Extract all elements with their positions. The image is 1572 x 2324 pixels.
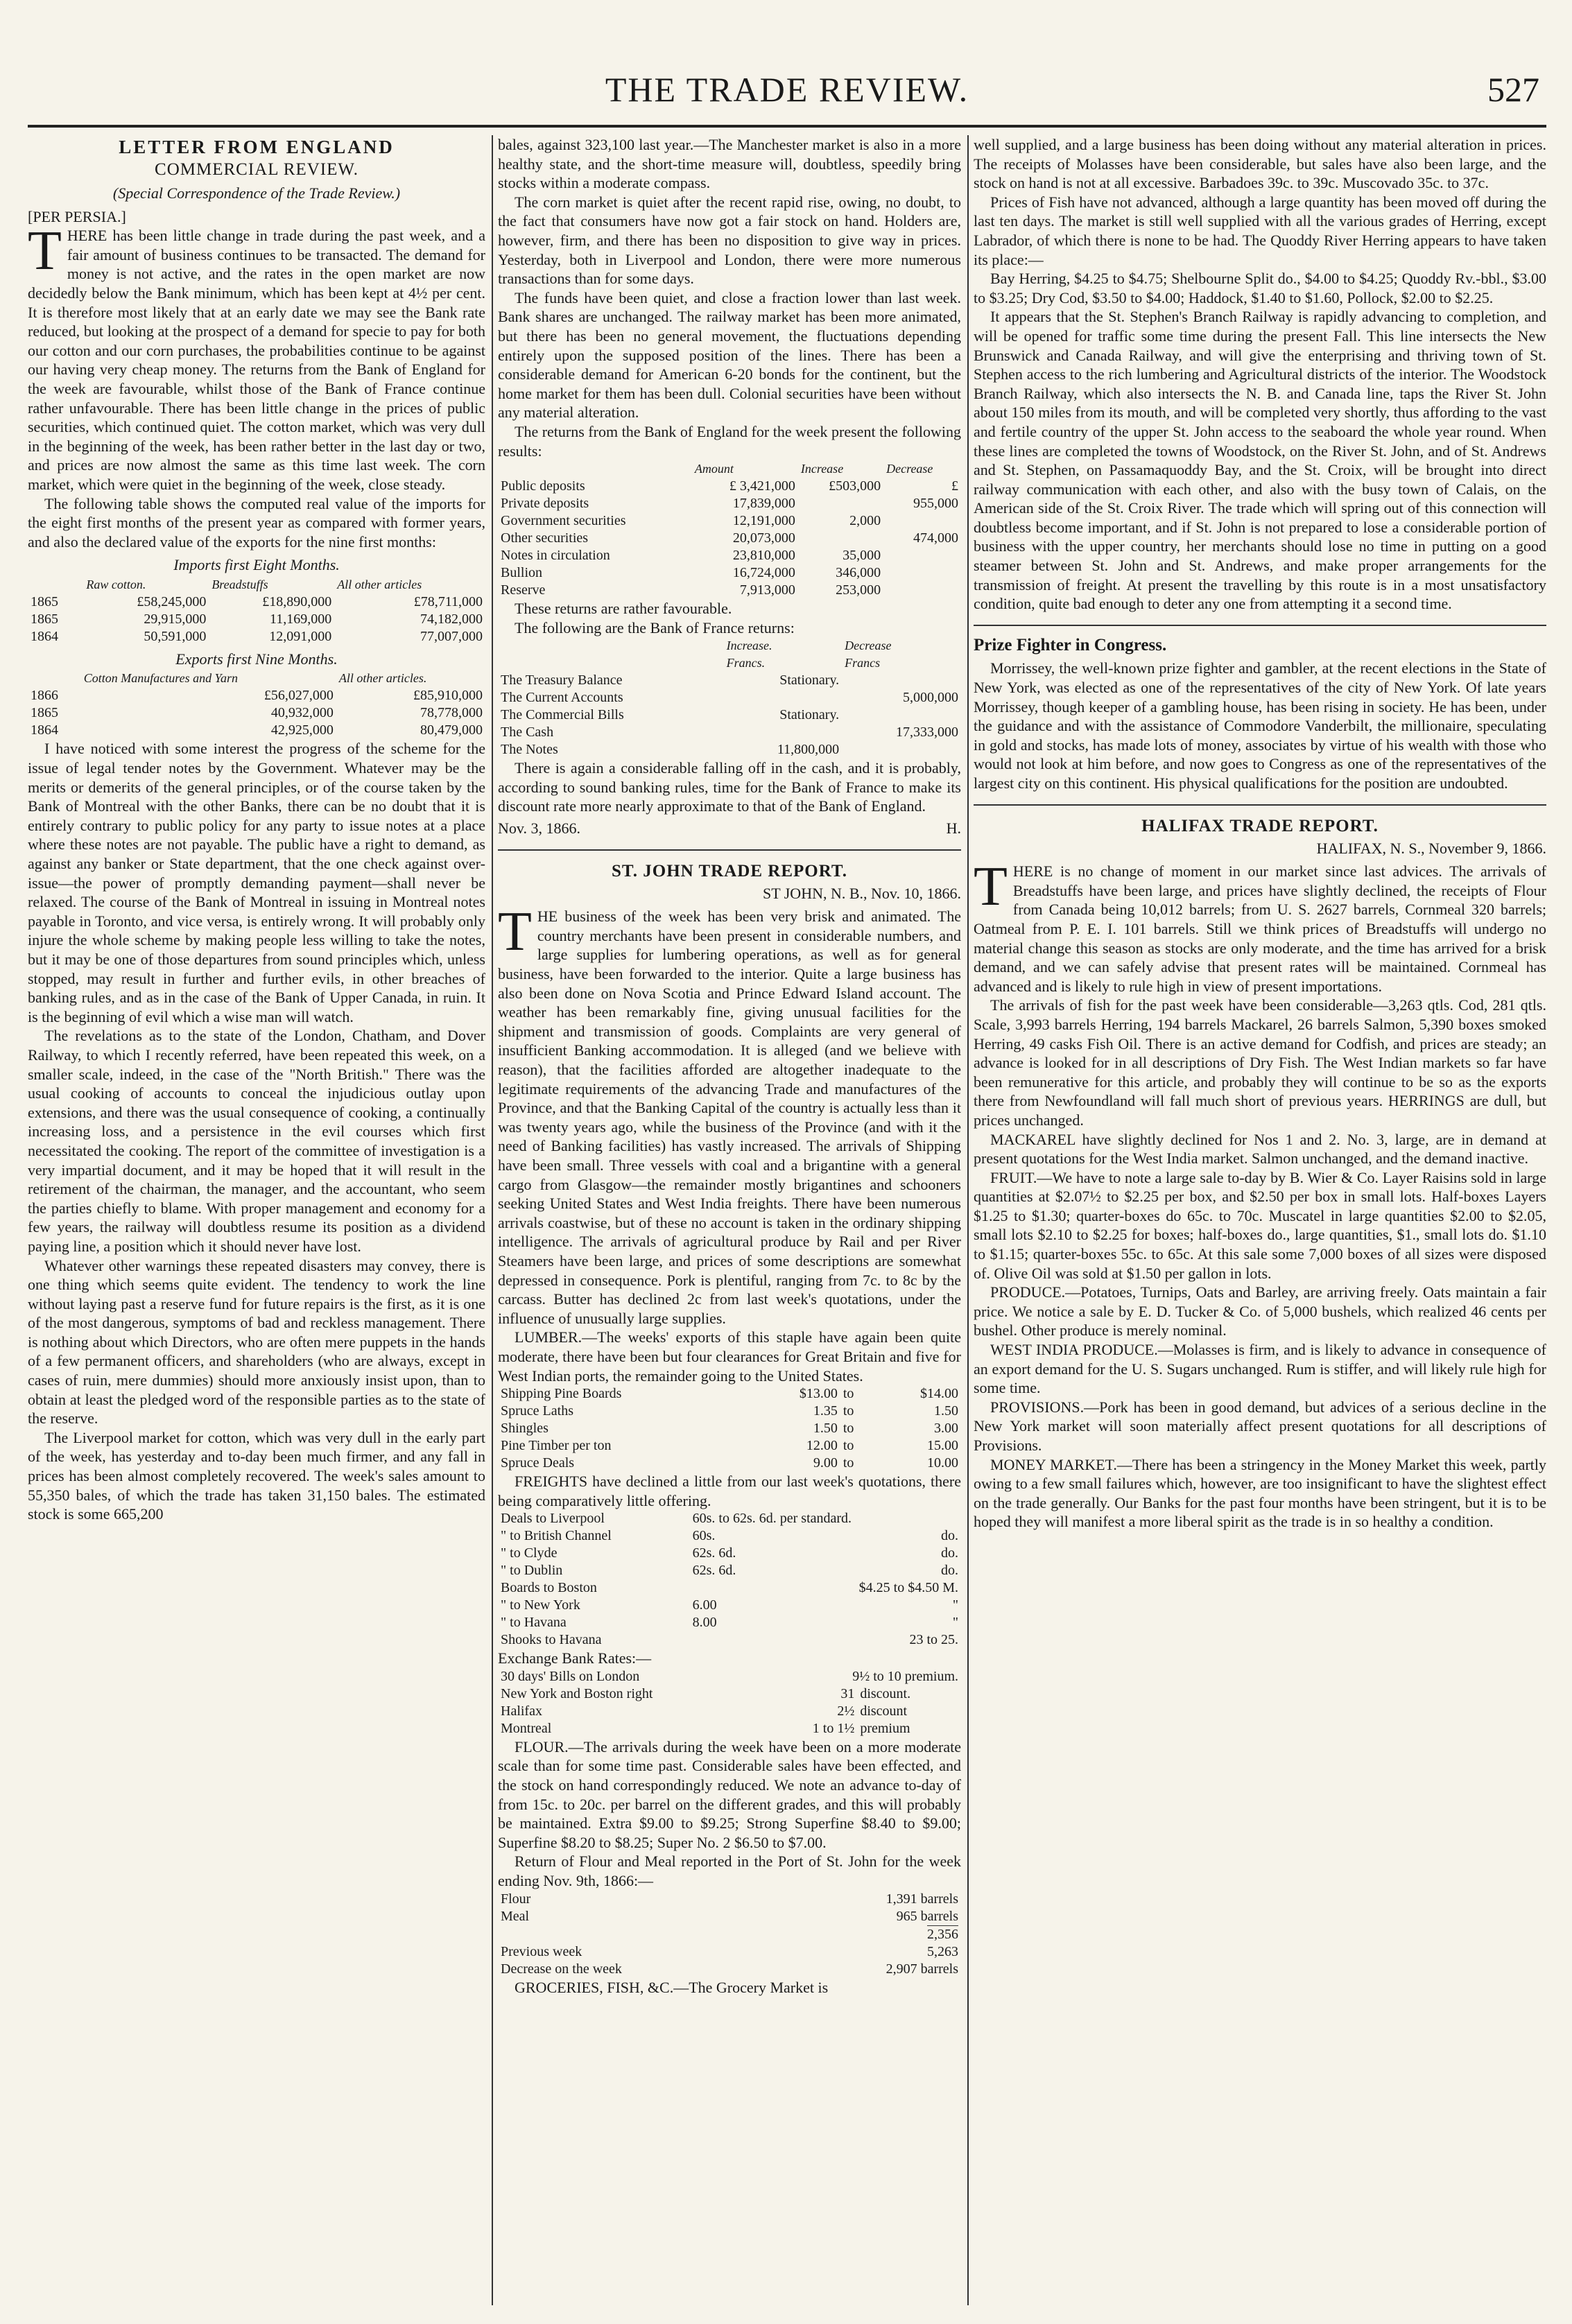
groceries-paragraph: GROCERIES, FISH, &C.—The Grocery Market is: [515, 1978, 829, 1996]
table-cell: 1864: [31, 722, 58, 738]
flour-meal-returns-table: [498, 1891, 961, 1978]
table-cell: The Current Accounts: [501, 690, 623, 706]
drop-cap: T: [974, 856, 1008, 918]
table-cell: 31: [840, 1685, 855, 1701]
table-cell: " to British Channel: [501, 1528, 612, 1544]
column-rule-1: [492, 135, 493, 2305]
table-cell: 1865: [31, 593, 58, 609]
table-cell: to: [843, 1421, 854, 1437]
table-row: [498, 1597, 961, 1614]
table-row: [498, 706, 961, 724]
table-cell: Flour: [501, 1891, 531, 1907]
table-cell: 474,000: [913, 530, 958, 546]
table-row: [498, 741, 961, 758]
table-cell: 10.00: [927, 1455, 958, 1471]
table-cell: Spruce Laths: [501, 1403, 573, 1419]
table-cell: New York and Boston right: [501, 1685, 653, 1701]
table-cell: $13.00: [799, 1386, 838, 1402]
table-col-header: Breadstuffs: [211, 577, 268, 591]
table-cell: do.: [941, 1545, 958, 1561]
table-cell: 8.00: [692, 1615, 717, 1631]
table-row: [498, 1631, 961, 1649]
table-cell: £58,245,000: [137, 593, 207, 609]
table-cell: 5,000,000: [903, 690, 958, 706]
table-cell: 60s.: [692, 1528, 716, 1544]
table-cell: [724, 689, 843, 706]
table-cell: [883, 564, 961, 582]
table-cell: $4.25 to $4.50 M.: [858, 1580, 958, 1596]
table-cell: to: [843, 1403, 854, 1419]
table-cell: 12.00: [806, 1438, 838, 1454]
table-cell: £56,027,000: [264, 688, 334, 704]
halifax-paragraph-6: WEST INDIA PRODUCE.—Molasses is firm, and is likely to advance in consequence of an export demand for the U. S. Sugars unchanged. Rum is stiffer, and will likely rule high for some time.: [974, 1341, 1546, 1397]
table-row: [498, 1668, 961, 1685]
table-row: [498, 547, 961, 564]
table-cell: Spruce Deals: [501, 1455, 575, 1471]
freights-table: [498, 1510, 961, 1649]
table-row: [498, 1579, 961, 1597]
halifax-paragraph-1-text: HERE is no change of moment in our market since last advices. The arrivals of Breadstuffs have been large, and prices have slightly declined, the receipts of Flour from Canada being 10,012 barrels; from U. S. 2627 barrels, Cornmeal 320 barrels; Oatmeal from P. E. I. 101 barrels. Still we think prices of Breadstuffs will undergo no material change this season as stocks are only moderate, and the time has arrived for a brisk demand, and we can safely advise that present rates will be maintained. Cornmeal has advanced and is likely to rule high in view of present importations.: [974, 862, 1546, 995]
table-cell: " to New York: [501, 1597, 580, 1613]
table-cell: 6.00: [692, 1597, 717, 1613]
table-cell: 12,191,000: [732, 513, 795, 529]
returns-paragraph: Return of Flour and Meal reported in the Port of St. John for the week ending Nov. 9th, 1866:—: [498, 1853, 961, 1890]
table-row: [498, 1420, 961, 1437]
table-cell: 9.00: [813, 1455, 838, 1471]
table-row: [498, 1925, 961, 1943]
table-cell: 35,000: [843, 548, 881, 564]
table-row: [498, 478, 961, 495]
table-row: [498, 495, 961, 512]
table-cell: 20,073,000: [732, 530, 795, 546]
table-row: [498, 1562, 961, 1579]
table-header-row: [498, 460, 961, 478]
table-cell: Shipping Pine Boards: [501, 1386, 622, 1402]
table-col-header: Francs: [845, 656, 881, 670]
table-cell: " to Clyde: [501, 1545, 558, 1561]
table-cell: discount.: [860, 1685, 911, 1701]
column-rule-2: [967, 135, 969, 2305]
table-col-header: All other articles: [337, 577, 422, 591]
table-row: [28, 722, 485, 739]
table-cell: 11,169,000: [269, 611, 332, 627]
table-cell: Public deposits: [501, 478, 585, 494]
table-cell: 17,839,000: [732, 496, 795, 512]
section-divider: [974, 625, 1546, 626]
halifax-paragraph-4: FRUIT.—We have to note a large sale to-day by B. Wier & Co. Layer Raisins sold in large quantities at $2.07½ to $2.25 per box, and $2.50 per box in small lots. Half-boxes Layers $1.25 to $1.30; quarter-boxes do 65c. to 70c. Muscatel in large quantities $2.00 to $2.05, small lots $2.10 to $2.25 for boxes; half-boxes do., large quantities, $1., small lots do. $1.10 to $1.15; quarter-boxes 55c. to 65c. At this sale some 7,000 boxes of all sizes were disposed of. Olive Oil was sold at $1.50 per gallon in lots.: [974, 1168, 1546, 1282]
table-cell: Private deposits: [501, 496, 589, 512]
prize-fighter-heading: Prize Fighter in Congress.: [974, 635, 1167, 654]
imports-table: [28, 576, 485, 645]
table-cell: The Treasury Balance: [501, 673, 623, 688]
table-cell: 15.00: [927, 1438, 958, 1454]
table-cell: premium: [860, 1720, 910, 1736]
letter-paragraph-7: bales, against 323,100 last year.—The Manchester market is also in a more healthy state, and the short-time measure will, doubtless, speedily bring stocks within a moderate compass.: [498, 136, 961, 192]
table-cell: 1.35: [813, 1403, 838, 1419]
table-cell: $14.00: [920, 1386, 958, 1402]
table-cell: The Commercial Bills: [501, 707, 624, 723]
halifax-paragraph-3: MACKAREL have slightly declined for Nos 1 and 2. No. 3, large, are in demand at present quotations for the West India market. Salmon unchanged, and the demand inactive.: [974, 1130, 1546, 1168]
table-cell: discount: [860, 1703, 908, 1719]
returns-total: 2,356: [927, 1926, 958, 1942]
table-header-row: [498, 637, 961, 654]
table-cell: do.: [941, 1563, 958, 1579]
table-row: [498, 1961, 961, 1978]
table-cell: [883, 512, 961, 530]
table-cell: to: [843, 1386, 854, 1402]
table-cell: 955,000: [913, 496, 958, 512]
masthead: [28, 69, 1546, 118]
table-row: [28, 593, 485, 611]
table-row: [498, 1614, 961, 1631]
table-cell: " to Dublin: [501, 1563, 563, 1579]
letter-paragraph-10: The returns from the Bank of England for the week present the following results:: [498, 422, 961, 460]
table-cell: 16,724,000: [732, 565, 795, 581]
halifax-paragraph-1: [974, 856, 1546, 996]
halifax-paragraph-2: The arrivals of fish for the past week have been considerable—3,263 qtls. Cod, 281 qtls. Scale, 3,993 barrels Herring, 194 barrels Mackarel, 26 barrels Salmon, 5,390 boxes smoked Herring, 49 casks Fish Oil. There is an active demand for Codfish, and prices are steady; an advance is looked for in all descriptions of Dry Fish. The West Indian markets so far have been remunerative for this article, and probably they will continue to be so as the exports there from Newfoundland will fall much short of previous years. HERRINGS are dull, but prices unchanged.: [974, 996, 1546, 1129]
table-row: [498, 1943, 961, 1961]
table-col-header: Cotton Manufactures and Yarn: [83, 671, 238, 686]
table-cell: Halifax: [501, 1703, 542, 1719]
table-row: [498, 1720, 961, 1737]
table-cell: 965 barrels: [896, 1908, 958, 1924]
table-row: [498, 530, 961, 547]
table-col-header: All other articles.: [338, 671, 427, 686]
table-row: [498, 1908, 961, 1925]
table-cell: 29,915,000: [144, 611, 207, 627]
table-cell: 2½: [837, 1703, 855, 1719]
table-cell: to: [843, 1438, 854, 1454]
halifax-heading: HALIFAX TRADE REPORT.: [1141, 816, 1379, 835]
via-line: [PER PERSIA.]: [28, 207, 126, 225]
table-row: [498, 1455, 961, 1472]
table-cell: Boards to Boston: [501, 1580, 597, 1596]
table-cell: 12,091,000: [269, 628, 332, 644]
fish-prices-paragraph: Bay Herring, $4.25 to $4.75; Shelbourne Split do., $4.00 to $4.25; Quoddy Rv.-bbl., $3.00 to $3.25; Dry Cod, $3.50 to $4.00; Haddock, $1.40 to $1.60, Pollock, $2.00 to $2.25.: [974, 270, 1546, 306]
table-cell: 1 to 1½: [812, 1720, 855, 1736]
column-3: [974, 135, 1546, 2305]
table-row: [498, 1703, 961, 1720]
table-cell: 78,778,000: [420, 705, 483, 721]
table-row: [498, 689, 961, 706]
letter-paragraph-11: These returns are rather favourable.: [515, 600, 732, 618]
table-cell: Pine Timber per ton: [501, 1438, 612, 1454]
table-cell: 9½ to 10 premium.: [852, 1668, 958, 1684]
drop-cap: T: [498, 901, 532, 963]
table-row: [498, 1385, 961, 1403]
table-row: [498, 1437, 961, 1455]
table-cell: [842, 672, 961, 689]
table-cell: 74,182,000: [420, 611, 483, 627]
imports-heading: Imports first Eight Months.: [173, 556, 340, 574]
table-col-header: Increase.: [726, 639, 772, 653]
section-divider: [498, 849, 961, 851]
table-row: [28, 704, 485, 722]
table-cell: Other securities: [501, 530, 589, 546]
table-cell: £85,910,000: [413, 688, 483, 704]
table-cell: The Cash: [501, 725, 554, 740]
exchange-label: Exchange Bank Rates:—: [498, 1649, 652, 1667]
table-cell: The Notes: [501, 742, 558, 758]
table-cell: £: [951, 478, 958, 494]
table-row: [498, 512, 961, 530]
table-row: [498, 672, 961, 689]
table-row: [498, 1403, 961, 1420]
table-cell: 5,263: [927, 1943, 958, 1959]
table-cell: Reserve: [501, 582, 546, 598]
signature-initial: H.: [946, 820, 961, 838]
table-cell: 50,591,000: [144, 628, 207, 644]
stjohn-paragraph-3: Prices of Fish have not advanced, although a large quantity has been moved off during the last ten days. The market is still well supplied with all the various grades of Herring, except Labrador, of which there is none to be had. The Quoddy River Herring appears to have taken its place:—: [974, 193, 1546, 268]
table-cell: [785, 1925, 961, 1943]
table-cell: 3.00: [934, 1421, 958, 1437]
letter-paragraph-1: [28, 220, 485, 494]
table-cell: [883, 582, 961, 599]
exports-heading: Exports first Nine Months.: [175, 650, 338, 668]
halifax-paragraph-7: PROVISIONS.—Pork has been in good demand, but advices of a serious decline in the New York market will soon materially affect present quotations for all descriptions of Provisions.: [974, 1398, 1546, 1454]
freights-paragraph: FREIGHTS have declined a little from our last week's quotations, there being comparatively little offering.: [498, 1473, 961, 1509]
table-cell: 17,333,000: [896, 725, 958, 740]
table-col-header: Amount: [694, 462, 734, 476]
drop-cap: T: [28, 220, 62, 282]
publication-title: THE TRADE REVIEW.: [605, 70, 969, 109]
table-cell: 30 days' Bills on London: [501, 1668, 640, 1684]
table-cell: 23 to 25.: [909, 1632, 958, 1648]
table-cell: Bullion: [501, 565, 543, 581]
letter-paragraph-8: The corn market is quiet after the recent rapid rise, owing, no doubt, to the fact that consumers have now got a fair stock on hand. Holders are, however, firm, and there has been no disposition to give way in prices. Yesterday, both in Liverpool and London, there were more numerous transactions than for some days.: [498, 193, 961, 288]
table-cell: 1,391 barrels: [886, 1891, 958, 1907]
letter-paragraph-1-text: HERE has been little change in trade during the past week, and a fair amount of business continues to be transacted. The demand for money is not active, and the rates in the open market are now decidedly below the Bank minimum, which has been kept at 4½ per cent. It is therefore most likely that at an early date we may see the Bank rate reduced, but looking at the prospect of a demand for specie to pay for both our cotton and our corn purchases, the probabilities continue to be against our having very cheap money. The returns from the Bank of England for the week are favourable, whilst those of the Bank of France continue rather unfavourable. There has been little change in the prices of public securities, which continued quiet. The cotton market, which was very dull in the beginning of the week, has been rather better in the last day or two, and prices are now almost the same as this time last week. The corn market, which were quiet in the beginning of the week, close steady.: [28, 227, 485, 493]
table-cell: ": [952, 1597, 958, 1613]
table-cell: 1864: [31, 628, 58, 644]
table-cell: 40,932,000: [270, 705, 334, 721]
letter-paragraph-3: I have noticed with some interest the progress of the scheme for the issue of legal tender notes by the Government. Whatever may be the merits or demerits of the general principles, or of the course taken by the Bank of Montreal with the other Banks, there can be no doubt that it is entirely contrary to public policy for any party to issue notes at a place where these notes are not payable. The public have a right to demand, as against any banker or State department, that the one check against over-issue—the power of promptly demanding payment—shall never be relaxed. The course of the Bank of Montreal in issuing in Montreal notes payable in Toronto, and vice versa, is entirely wrong. It will probably only injure the whole scheme by making people less willing to take the notes, but it may be one of those departures from sound principles which, unless stopped, may result in further and further evils, in other breaches of banking rules, and as in the case of the Bank of Upper Canada, in ruin. It is the beginning of evil which a wise man will watch.: [28, 740, 485, 1025]
table-cell: 346,000: [836, 565, 881, 581]
table-cell: 80,479,000: [420, 722, 483, 738]
table-cell: 62s. 6d.: [692, 1563, 736, 1579]
table-col-header: Increase: [800, 462, 844, 476]
table-cell: 1.50: [813, 1421, 838, 1437]
table-cell: Montreal: [501, 1720, 552, 1736]
table-row: [498, 1510, 961, 1527]
letter-paragraph-4: The revelations as to the state of the London, Chatham, and Dover Railway, to which I recently referred, have been repeated this week, on a smaller scale, indeed, in the case of the "North British." There was the usual cooking of accounts to conceal the injudicious outlay upon extensions, and there was the usual consequence of cooking, a continually increasing loss, and a persistence in the evil courses which first necessitated the cooking. The report of the committee of investigation is a very impartial document, and it may be hoped that it will result in the retirement of the chairman, the manager, and the accountant, who seem the parties chiefly to blame. With proper management and economy for a few years, the railway will doubtless resume its position as a dividend paying line, a position which it should never have lost.: [28, 1027, 485, 1255]
stjohn-heading: ST. JOHN TRADE REPORT.: [612, 861, 847, 881]
table-cell: 253,000: [836, 582, 881, 598]
stjohn-paragraph-1-text: HE business of the week has been very brisk and animated. The country merchants have been present in considerable numbers, and large supplies for lumbering operations, as well as for general business, have been forwarded to the interior. Quite a large business has also been done on Nova Scotia and Prince Edward Island account. The weather has been remarkably fine, giving unusual facilities for the shipment and transmission of goods. Complaints are very general of insufficient Banking accommodation. It is alleged (and we believe with reason), that the facilities afforded are altogether inadequate to the legitimate requirements of the advancing Trade and manufactures of the Province, and that the Banking Capital of the country is actually less than it was twenty years ago, while the business of the Province (and with it the need of Banking facilities) has vastly increased. The arrivals of Shipping have been small. Three vessels with coal and a brigantine with a general cargo from Glasgow—the remainder mostly brigantines and schooners seeking United States and West India freights. There have been numerous arrivals coastwise, but of these no account is taken in the ordinary shipping intelligence. The arrivals of agricultural produce by Rail and per River Steamers have been large, and prices of some descriptions are somewhat depressed in consequence. Pork is plentiful, ranging from 7c. to 8c by the carcass. Butter has declined 2c from last week's quotations, under the influence of unusually large supplies.: [498, 908, 961, 1327]
table-cell: 2,907 barrels: [886, 1961, 958, 1977]
table-cell: 1866: [31, 688, 58, 704]
table-cell: 77,007,000: [420, 628, 483, 644]
column-2: [498, 135, 961, 2305]
table-col-header: Decrease: [845, 639, 892, 653]
table-row: [498, 1527, 961, 1545]
table-cell: 1865: [31, 611, 58, 627]
section-divider: [974, 804, 1546, 806]
letter-subheading: COMMERCIAL REVIEW.: [155, 160, 359, 179]
table-cell: £18,890,000: [262, 593, 332, 609]
table-cell: £503,000: [829, 478, 881, 494]
flour-paragraph: FLOUR.—The arrivals during the week have been on a more moderate scale than for some time past. Considerable sales have been effected, and the stock on hand correspondingly reduced. We note an advance to-day of from 15c. to 20c. per barrel on the different grades, and this will probably be maintained. Extra $9.00 to $9.25; Strong Superfine $8.40 to $9.00; Superfine $8.20 to $8.25; Super No. 2 $6.50 to $7.00.: [498, 1737, 961, 1851]
table-cell: ": [952, 1615, 958, 1631]
table-row: [28, 687, 485, 704]
letter-paragraph-13: There is again a considerable falling off in the cash, and it is probably, according to sound banking rules, time for the Bank of France to make its discount rate more nearly approximate to that of the Bank of England.: [498, 759, 961, 815]
prize-fighter-paragraph: Morrissey, the well-known prize fighter and gambler, at the recent elections in the State of New York, was elected as one of the representatives of the city of New York. Of late years Morrissey, though keeper of a gambling house, has been rising in society. He has been, under the guidance and with the assistance of Commodore Vanderbilt, the millionaire, speculating in gold and stocks, has made lots of money, associates by virtue of his wealth with those who would not look at him before, and now goes to Congress as one of the representatives of the largest city on this continent. His physical qualifications for the position are undoubted.: [974, 659, 1546, 792]
letter-heading: LETTER FROM ENGLAND: [119, 137, 395, 157]
bank-of-france-table: [498, 637, 961, 758]
table-row: [498, 1685, 961, 1703]
table-col-header: Francs.: [726, 656, 766, 670]
bank-of-england-table: [498, 460, 961, 599]
table-cell: 60s. to 62s. 6d. per standard.: [692, 1511, 852, 1527]
table-cell: 7,913,000: [739, 582, 795, 598]
page-number: 527: [1487, 70, 1539, 109]
table-row: [498, 1545, 961, 1562]
table-row: [498, 564, 961, 582]
table-header-row: [28, 670, 485, 687]
lumber-paragraph: LUMBER.—The weeks' exports of this staple have again been quite moderate, there have been but four clearances for Great Britain and five for West Indian ports, the remainder going to the United States.: [498, 1328, 961, 1385]
table-cell: 1.50: [934, 1403, 958, 1419]
correspondence-line: (Special Correspondence of the Trade Review.): [112, 184, 401, 202]
letter-paragraph-6: The Liverpool market for cotton, which was very dull in the early part of the week, has yesterday and to-day been much firmer, and any fall in prices has been almost completely recovered. The week's sales amount to 55,350 bales, of which the trade has taken 31,150 bales. The estimated stock is some 665,200: [28, 1428, 485, 1523]
table-cell: 42,925,000: [270, 722, 334, 738]
table-cell: £78,711,000: [413, 593, 483, 609]
table-cell: [842, 741, 961, 758]
table-row: [498, 1891, 961, 1908]
table-cell: [883, 547, 961, 564]
table-col-header: Raw cotton.: [86, 577, 146, 591]
table-cell: 1865: [31, 705, 58, 721]
column-1: [28, 135, 485, 2305]
table-cell: 2,000: [849, 513, 881, 529]
table-cell: Notes in circulation: [501, 548, 610, 564]
table-cell: Shingles: [501, 1421, 549, 1437]
exchange-rates-table: [498, 1668, 961, 1737]
halifax-dateline: HALIFAX, N. S., November 9, 1866.: [1316, 839, 1546, 857]
table-cell: Stationary.: [779, 673, 840, 688]
stjohn-dateline: ST JOHN, N. B., Nov. 10, 1866.: [762, 884, 961, 902]
table-cell: [798, 495, 883, 512]
stjohn-paragraph-2: well supplied, and a large business has been doing without any material alteration in prices. The receipts of Molasses have been considerable, but sales have also been large, and the stock on hand is not at all excessive. Barbadoes 39c. to 39c. Muscovado 35c. to 37c.: [974, 136, 1546, 192]
table-cell: 23,810,000: [732, 548, 795, 564]
table-cell: Previous week: [501, 1943, 582, 1959]
table-cell: " to Havana: [501, 1615, 567, 1631]
railway-paragraph: It appears that the St. Stephen's Branch Railway is rapidly advancing to completion, and will be opened for traffic some time during the present Fall. This line intersects the New Brunswick and Canada Railway, and will give the enterprising and thriving town of St. Stephen access to the rich lumbering and Agricultural districts of the interior. The Woodstock Branch Railway, which also intersects the N. B. and Canada line, taps the River St. John about 150 miles from its mouth, and will be completed very shortly, thus affording to the vast and fertile country of the upper St. John access to the seaboard the whole year round. When these lines are completed the towns of Woodstock, on the River St. John, and of St. Andrews and St. Stephen, on Passamaquoddy Bay, and the St. Croix, will be brought into direct railway communication with each other, and also with the busy town of Calais, on the American side of the St. Croix River. The trade which will spring out of this connection will doubtless become important, and if St. John is not prepared to lose a considerable portion of business with the upper country, her merchants should lose no time in putting on a good steamer between St. John and St. Andrews, and make proper arrangements for the transmission of freight. At present the travelling by this route is in a most unsatisfactory condition, quite bad enough to deter any one from attempting it a second time.: [974, 308, 1546, 613]
table-header-row: [28, 576, 485, 593]
masthead-rule: [28, 125, 1546, 128]
table-row: [28, 611, 485, 628]
table-header-row: [498, 654, 961, 672]
letter-paragraph-2: The following table shows the computed real value of the imports for the eight first months of the present year as compared with former years, and also the declared value of the exports for the nine first months:: [28, 494, 485, 550]
table-cell: to: [843, 1455, 854, 1471]
stjohn-paragraph-1: [498, 901, 961, 1328]
letter-paragraph-9: The funds have been quiet, and close a fraction lower than last week. Bank shares are unchanged. The railway market has been more animated, but there has been no general movement, the fluctuations depending entirely upon the supposed position of the lines. There has been a considerable demand for American 6-20 bonds for the continent, but the home market for them has been dull. Colonial securities have been without any material alteration.: [498, 288, 961, 422]
table-cell: Decrease on the week: [501, 1961, 622, 1977]
halifax-paragraph-5: PRODUCE.—Potatoes, Turnips, Oats and Barley, are arriving freely. Oats maintain a fair price. We notice a sale by E. D. Tucker & Co. of 5,000 bushels, which realized 46 cents per bushel. Other produce is merely nominal.: [974, 1283, 1546, 1339]
letter-paragraph-5: Whatever other warnings these repeated disasters may convey, there is one thing which seems quite evident. The tendency to work the line without laying past a reserve fund for future repairs is the first, as it is one of the most dangerous, symptoms of bad and reckless management. There is nothing about which Directors, who are often mere puppets in the hands of a few permanent officers, and shareholders (who are always, except in cases of ruin, mere dummies) should more anxiously insist upon, than to obtain at least the pledged word of the responsible parties as to the state of the reserve.: [28, 1256, 485, 1428]
table-col-header: Decrease: [886, 462, 933, 476]
table-row: [498, 582, 961, 599]
table-row: [498, 724, 961, 741]
letter-signature: [498, 819, 961, 838]
table-cell: [842, 706, 961, 724]
table-cell: Stationary.: [779, 707, 840, 723]
table-cell: do.: [941, 1528, 958, 1544]
table-cell: 62s. 6d.: [692, 1545, 736, 1561]
exports-table: [28, 670, 485, 739]
table-row: [28, 628, 485, 645]
signature-date: Nov. 3, 1866.: [498, 820, 580, 838]
table-cell: 11,800,000: [777, 742, 840, 758]
halifax-paragraph-8: MONEY MARKET.—There has been a stringency in the Money Market this week, partly owing to a few small failures which, however, are too insignificant to have the slightest effect on the trade generally. Our Banks for the past four months have been stringent, but it is to be hoped they will manifest a more liberal spirit as the trade is in so healthy a condition.: [974, 1455, 1546, 1531]
table-cell: Shooks to Havana: [501, 1632, 602, 1648]
table-cell: Meal: [501, 1908, 530, 1924]
table-cell: Deals to Liverpool: [501, 1511, 605, 1527]
table-cell: [724, 724, 843, 741]
table-cell: [798, 530, 883, 547]
table-cell: £ 3,421,000: [729, 478, 795, 494]
letter-paragraph-12: The following are the Bank of France returns:: [515, 618, 795, 636]
lumber-prices-table: [498, 1385, 961, 1472]
table-cell: Government securities: [501, 513, 626, 529]
